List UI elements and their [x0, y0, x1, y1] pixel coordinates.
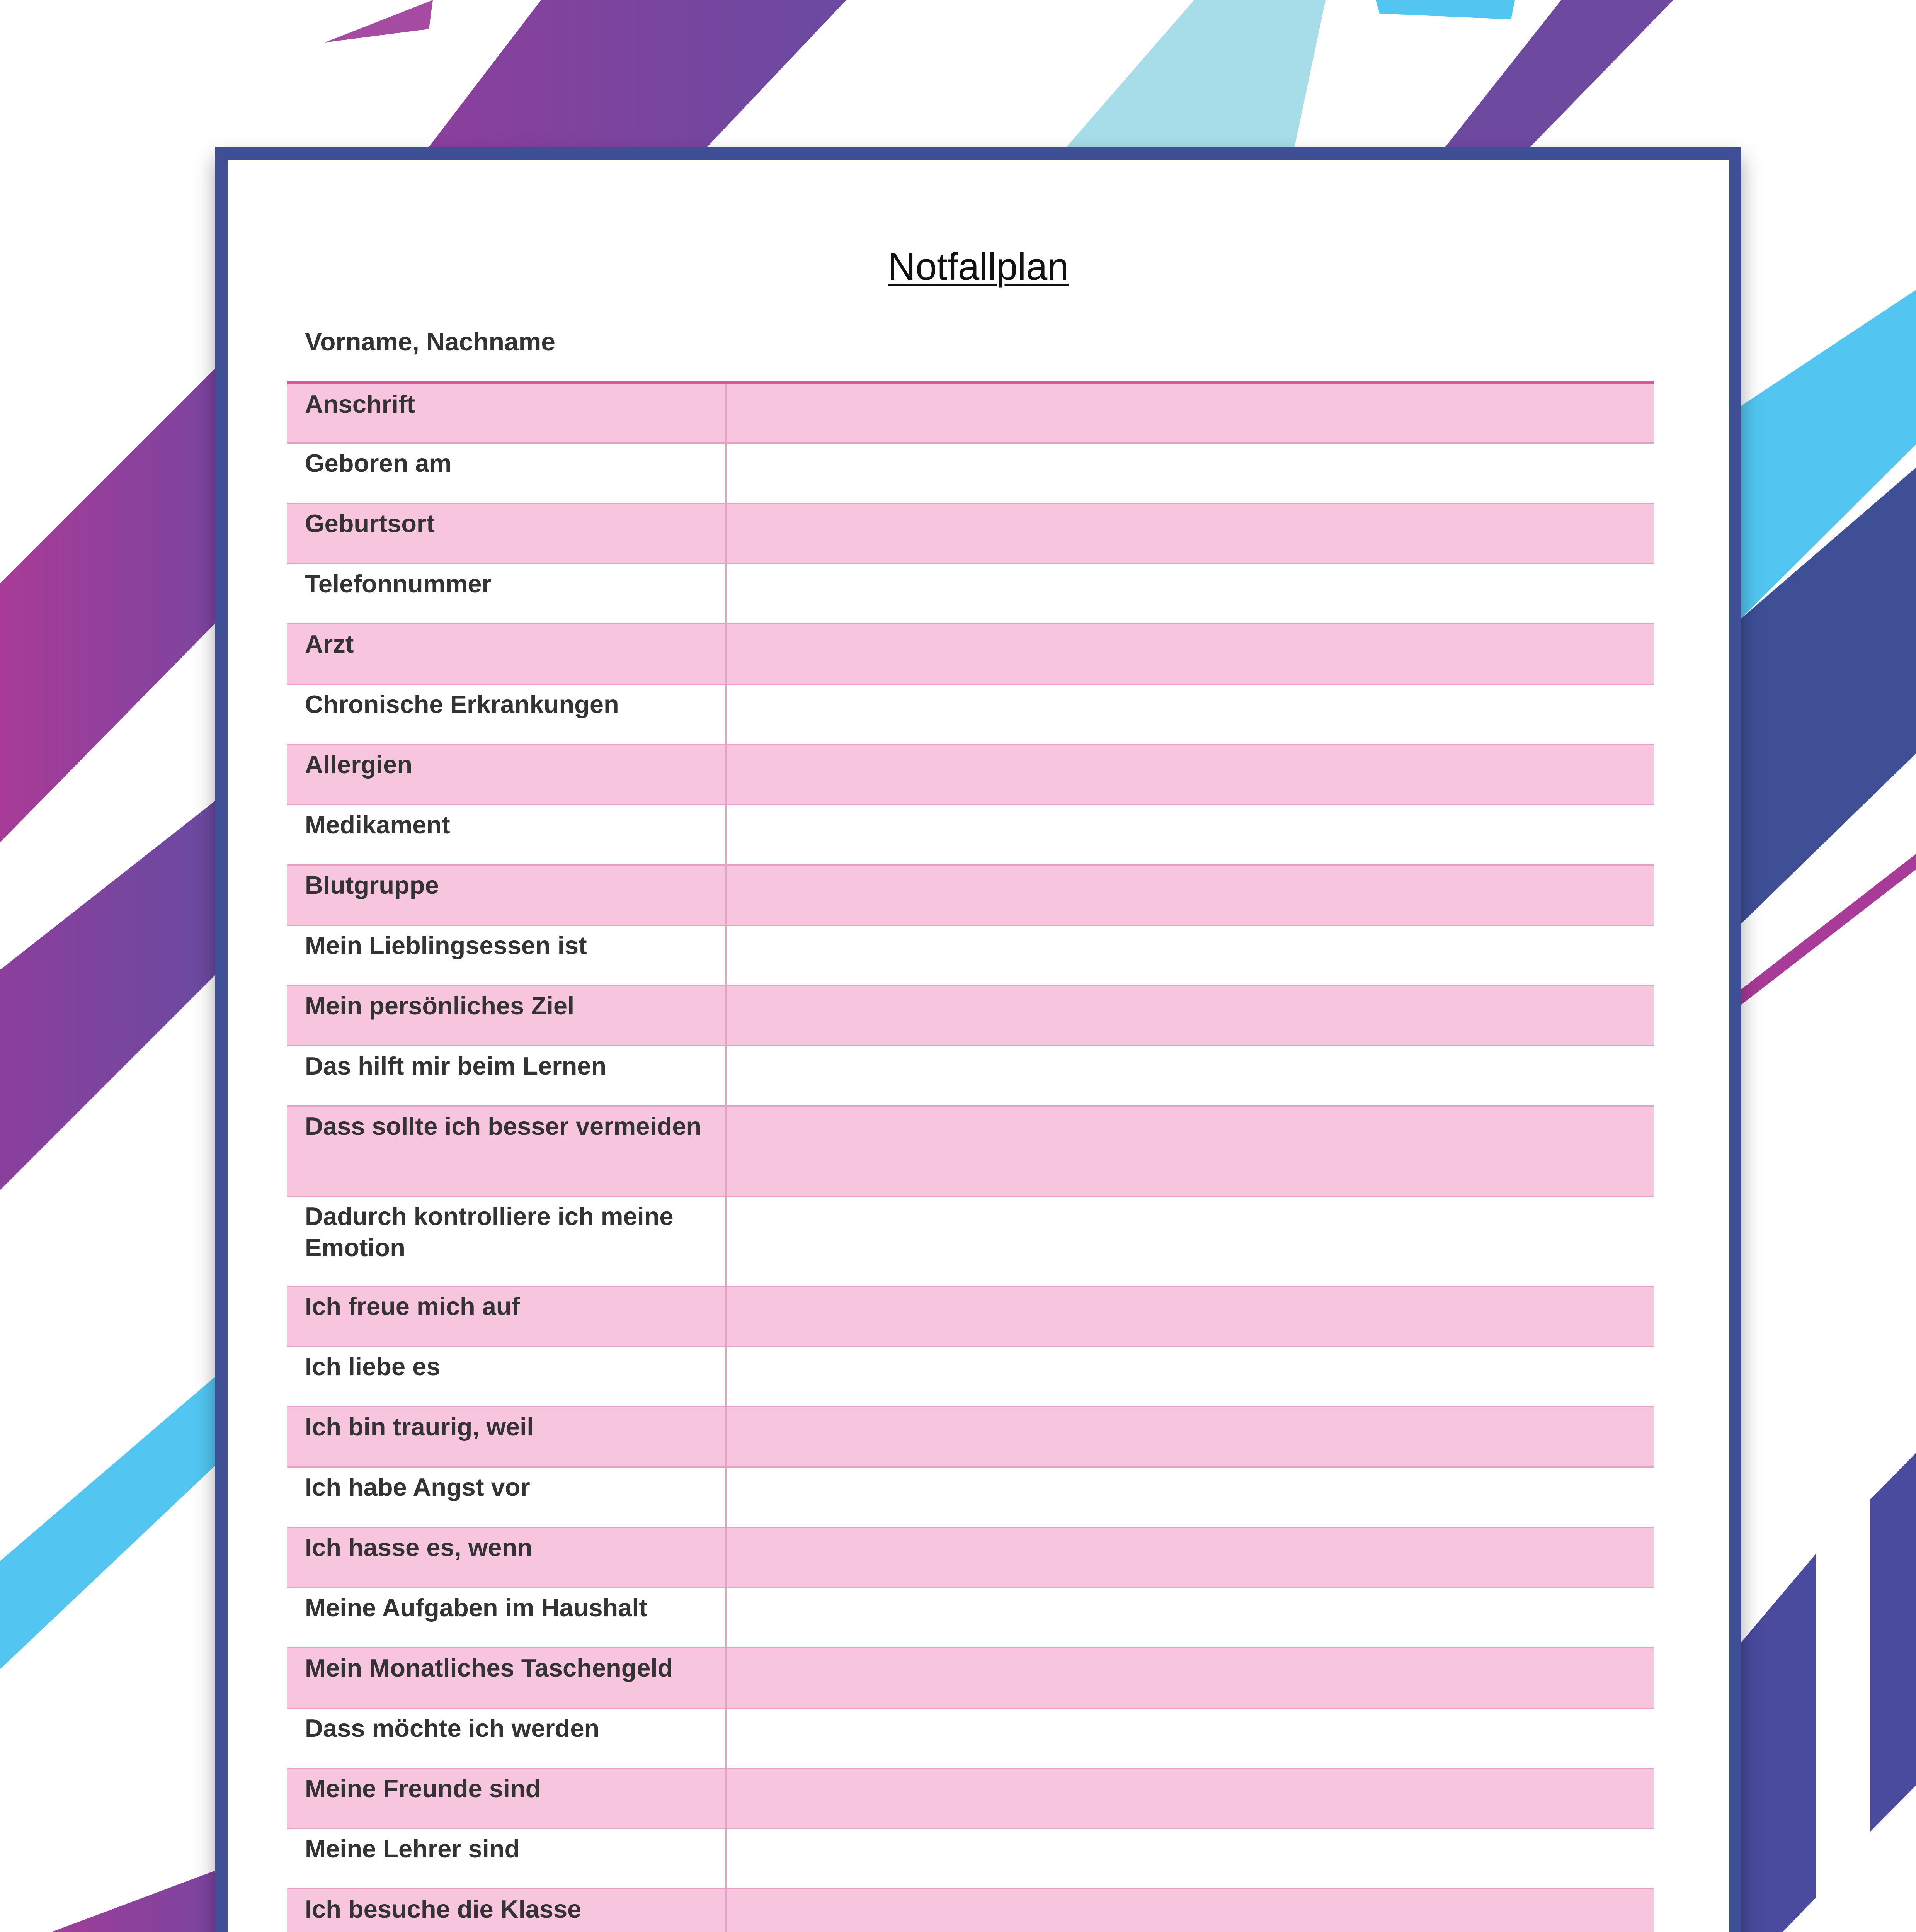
form-row-label: Allergien	[287, 744, 726, 804]
form-row-label: Mein Monatliches Taschengeld	[287, 1648, 726, 1708]
form-row	[287, 1527, 1654, 1587]
form-row-label: Meine Aufgaben im Haushalt	[287, 1587, 726, 1648]
form-row-field[interactable]	[726, 624, 1654, 684]
form-row-label: Telefonnummer	[287, 563, 726, 624]
form-row-label: Dass sollte ich besser vermeiden	[287, 1106, 726, 1196]
stripe-left-magenta-bottom	[0, 1870, 216, 1932]
form-row	[287, 1587, 1654, 1648]
form-row-label: Ich liebe es	[287, 1346, 726, 1406]
stripe-right-indigo	[1741, 1553, 1816, 1932]
stripe-top-purple	[429, 0, 846, 147]
form-row-field[interactable]	[726, 1768, 1654, 1828]
form-table	[287, 381, 1654, 1932]
stripe-left-magenta	[0, 367, 216, 842]
form-row-field[interactable]	[726, 443, 1654, 503]
form-row-label: Geboren am	[287, 443, 726, 503]
stripe-left-cyan	[0, 1376, 216, 1669]
form-row-label: Medikament	[287, 804, 726, 865]
stripe-top-cyan	[1376, 0, 1515, 19]
form-row-field[interactable]	[726, 1346, 1654, 1406]
form-row-field[interactable]	[726, 804, 1654, 865]
stripe-top-purple-right	[1445, 0, 1673, 147]
form-body	[287, 383, 1654, 1932]
stripe-right-indigo-2	[1870, 1453, 1916, 1832]
form-row-field[interactable]	[726, 1467, 1654, 1527]
form-row-field[interactable]	[726, 1889, 1654, 1932]
form-row-field[interactable]	[726, 503, 1654, 563]
form-row-label: Ich hasse es, wenn	[287, 1527, 726, 1587]
stripe-top-magenta	[325, 0, 433, 43]
form-row-label: Das hilft mir beim Lernen	[287, 1046, 726, 1106]
form-row-field[interactable]	[726, 1406, 1654, 1467]
form-row-label: Ich bin traurig, weil	[287, 1406, 726, 1467]
form-row	[287, 624, 1654, 684]
form-row	[287, 443, 1654, 503]
document-title: Notfallplan	[888, 245, 1069, 288]
form-row	[287, 1106, 1654, 1196]
form-row-label: Arzt	[287, 624, 726, 684]
stripe-left-purple	[0, 800, 216, 1190]
form-row-label: Ich habe Angst vor	[287, 1467, 726, 1527]
form-row-field[interactable]	[726, 1106, 1654, 1196]
name-label: Vorname, Nachname	[305, 327, 556, 356]
form-row-label: Meine Freunde sind	[287, 1768, 726, 1828]
form-row	[287, 1648, 1654, 1708]
form-row-field[interactable]	[726, 563, 1654, 624]
form-row	[287, 1828, 1654, 1889]
form-row	[287, 383, 1654, 443]
form-row-field[interactable]	[726, 1587, 1654, 1648]
form-row	[287, 1467, 1654, 1527]
form-row	[287, 1346, 1654, 1406]
form-row-field[interactable]	[726, 1648, 1654, 1708]
form-row-field[interactable]	[726, 1828, 1654, 1889]
form-row	[287, 925, 1654, 985]
form-row-field[interactable]	[726, 744, 1654, 804]
form-row-field[interactable]	[726, 383, 1654, 443]
form-row	[287, 1768, 1654, 1828]
form-row	[287, 1286, 1654, 1346]
form-row	[287, 744, 1654, 804]
form-row	[287, 1196, 1654, 1286]
form-row-label: Mein Lieblingsessen ist	[287, 925, 726, 985]
form-row-field[interactable]	[726, 865, 1654, 925]
form-row-field[interactable]	[726, 925, 1654, 985]
form-row	[287, 985, 1654, 1046]
form-row-field[interactable]	[726, 985, 1654, 1046]
form-row	[287, 1406, 1654, 1467]
form-row-label: Meine Lehrer sind	[287, 1828, 726, 1889]
form-row-field[interactable]	[726, 1196, 1654, 1286]
form-row-field[interactable]	[726, 1708, 1654, 1768]
form-row-label: Anschrift	[287, 383, 726, 443]
form-row-label: Dadurch kontrolliere ich meine Emotion	[287, 1196, 726, 1286]
form-row-label: Chronische Erkrankungen	[287, 684, 726, 744]
form-row-label: Ich freue mich auf	[287, 1286, 726, 1346]
form-row-field[interactable]	[726, 684, 1654, 744]
form-row-label: Geburtsort	[287, 503, 726, 563]
form-row	[287, 804, 1654, 865]
form-row	[287, 1708, 1654, 1768]
form-row-field[interactable]	[726, 1046, 1654, 1106]
form-row	[287, 503, 1654, 563]
form-row-field[interactable]	[726, 1286, 1654, 1346]
form-row	[287, 1046, 1654, 1106]
form-row-label: Blutgruppe	[287, 865, 726, 925]
form-row-field[interactable]	[726, 1527, 1654, 1587]
form-row	[287, 1889, 1654, 1932]
stripe-top-lightcyan	[1067, 0, 1326, 147]
form-row	[287, 684, 1654, 744]
form-row-label: Mein persönliches Ziel	[287, 985, 726, 1046]
notfallplan-sheet	[215, 147, 1741, 1932]
form-row	[287, 563, 1654, 624]
form-row-label: Ich besuche die Klasse	[287, 1889, 726, 1932]
form-row-label: Dass möchte ich werden	[287, 1708, 726, 1768]
form-row	[287, 865, 1654, 925]
